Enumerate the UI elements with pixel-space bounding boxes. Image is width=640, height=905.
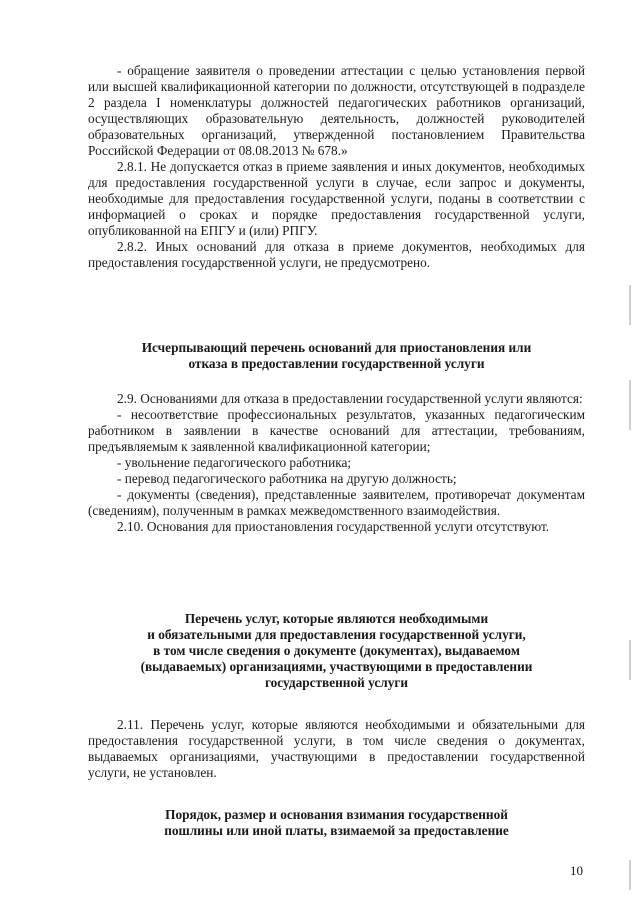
heading-line: (выдаваемых) организациями, участвующими в предоставлении [140, 659, 533, 674]
page-number: 10 [570, 863, 583, 878]
heading-line: Исчерпывающий перечень оснований для приостановления или [141, 340, 532, 355]
paragraph: - увольнение педагогического работника; [117, 455, 352, 470]
paragraph: - документы (сведения), представленные заявителем, противоречат документам (сведениям), полученным в рамках межведомственного взаимодействия. [88, 487, 585, 518]
heading-line: и обязательными для предоставления государственной услуги, [147, 627, 526, 642]
paragraph: - перевод педагогического работника на другую должность; [117, 471, 457, 486]
paragraph: - несоответствие профессиональных результатов, указанных педагогическим работником в заявлении в качестве оснований для аттестации, требованиям, предъявляемым к заявленной квалификационной категории; [88, 407, 585, 454]
section-heading-3 [88, 807, 585, 839]
scan-artifact [629, 860, 631, 890]
heading-line: пошлины или иной платы, взимаемой за предоставление [164, 823, 509, 838]
heading-line: в том числе сведения о документе (документах), выдаваемом [153, 643, 520, 658]
section-heading-2 [88, 611, 585, 691]
heading-line: государственной услуги [264, 675, 409, 690]
paragraph: 2.10. Основания для приостановления государственной услуги отсутствуют. [117, 519, 550, 534]
scan-artifact [629, 285, 631, 325]
scan-artifact [629, 640, 631, 680]
paragraph: 2.11. Перечень услуг, которые являются необходимыми и обязательными для предоставления государственной услуги, в том числе сведения о документах, выдаваемых организациями, участвующими в предоставлении государственной услуги, не установлен. [88, 717, 585, 780]
heading-line: отказа в предоставлении государственной услуги [188, 356, 485, 371]
text-block-1 [88, 63, 585, 271]
text-block-3 [88, 717, 585, 781]
scan-artifact [629, 380, 631, 430]
paragraph: 2.9. Основаниями для отказа в предоставлении государственной услуги являются: [117, 391, 583, 406]
heading-line: Порядок, размер и основания взимания государственной [165, 807, 508, 822]
paragraph: 2.8.2. Иных оснований для отказа в приеме документов, необходимых для предоставления государственной услуги, не предусмотрено. [88, 239, 585, 270]
section-heading-1 [88, 340, 585, 372]
paragraph: - обращение заявителя о проведении аттестации с целью установления первой или высшей квалификационной категории по должности, отсутствующей в подразделе 2 раздела I номенклатуры должностей педагогических работников организаций, осуществляющих образовательную деятельность, должностей руководителей образовательных организаций, утвержденной постановлением Правительства Российской Федерации от 08.08.2013 № 678.» [88, 63, 585, 158]
heading-line: Перечень услуг, которые являются необходимыми [184, 611, 489, 626]
text-block-2 [88, 391, 585, 535]
paragraph: 2.8.1. Не допускается отказ в приеме заявления и иных документов, необходимых для предоставления государственной услуги в случае, если запрос и документы, необходимые для предоставления государственной услуги, поданы в соответствии с информацией о сроках и порядке предоставления государственной услуги, опубликованной на ЕПГУ и (или) РПГУ. [88, 159, 585, 238]
